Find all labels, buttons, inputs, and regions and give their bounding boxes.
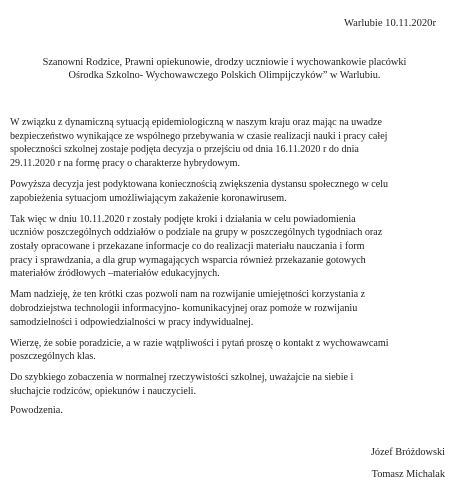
paragraph-farewell (10, 371, 450, 398)
paragraph-decision (10, 116, 450, 170)
paragraph-line: Tak więc w dniu 10.11.2020 r zostały podjęte kroki i działania w celu powiadomienia (10, 213, 356, 225)
signature-name: Józef Bróżdowski (370, 447, 445, 458)
paragraph-line: materiałów źródłowych –materiałów edukacyjnych. (10, 268, 220, 280)
paragraph-line: poszczególnych klas. (10, 351, 96, 363)
paragraph-reason (10, 178, 450, 205)
paragraph-contact (10, 337, 450, 364)
paragraph-line: uczniów poszczególnych oddziałów o podziale na grupy w poszczególnych tygodniach oraz (10, 227, 383, 239)
paragraph-line: Powyższa decyzja jest podyktowana koniecznością zwiększenia dystansu społecznego w celu (10, 178, 389, 190)
paragraph-line: słuchajcie rodziców, opiekunów i nauczycieli. (10, 386, 197, 398)
paragraph-line: społeczności szkolnej zostaje podjęta decyzja o przejściu od dnia 16.11.2020 r do dnia (10, 144, 359, 156)
paragraph-line: Do szybkiego zobaczenia w normalnej rzeczywistości szkolnej, uważajcie na siebie i (10, 372, 354, 384)
letter-body (10, 116, 450, 406)
paragraph-line: zapobieżenia sytuacjom umożliwiającym zakażenie koronawirusem. (10, 192, 287, 204)
salutation-line: Szanowni Rodzice, Prawni opiekunowie, drodzy uczniowie i wychowankowie placówki (42, 57, 407, 68)
paragraph-actions (10, 213, 450, 281)
salutation-line: Ośrodka Szkolno- Wychowawczego Polskich Olimpijczyków” w Warlubiu. (68, 70, 381, 82)
paragraph-line: zostały opracowane i przekazane informacje co do realizacji materiału nauczania i form (10, 240, 365, 252)
paragraph-line: W związku z dynamiczną sytuacją epidemiologiczną w naszym kraju oraz mając na uwadze (10, 117, 382, 128)
closing-text: Powodzenia. (10, 405, 63, 416)
paragraph-line: samodzielności i odpowiedzialności w pracy indywidualnej. (10, 316, 254, 328)
paragraph-line: Wierzę, że sobie poradzicie, a w razie wątpliwości i pytań proszę o kontakt z wychowawcami (10, 337, 389, 349)
paragraph-line: 29.11.2020 r na formę pracy o charakterze hybrydowym. (10, 157, 241, 169)
paragraph-line: bezpieczeństwo wynikające ze wspólnego przebywania w czasie realizacji nauki i pracy całej (10, 130, 388, 142)
paragraph-line: Mam nadzieję, że ten krótki czas pozwoli nam na rozwijanie umiejętności korzystania z (10, 289, 366, 301)
paragraph-line: pracy i sprawdzania, a dla grup wymagających wsparcia również przekazanie gotowych (10, 254, 366, 266)
salutation (12, 56, 437, 83)
letter-date: Warlubie 10.11.2020r (343, 18, 436, 29)
signature-name: Tomasz Michalak (371, 469, 445, 480)
paragraph-hope (10, 288, 450, 329)
paragraph-line: dobrodziejstwa technologii informacyjno- komunikacyjnej oraz pomoże w rozwijaniu (10, 302, 358, 314)
